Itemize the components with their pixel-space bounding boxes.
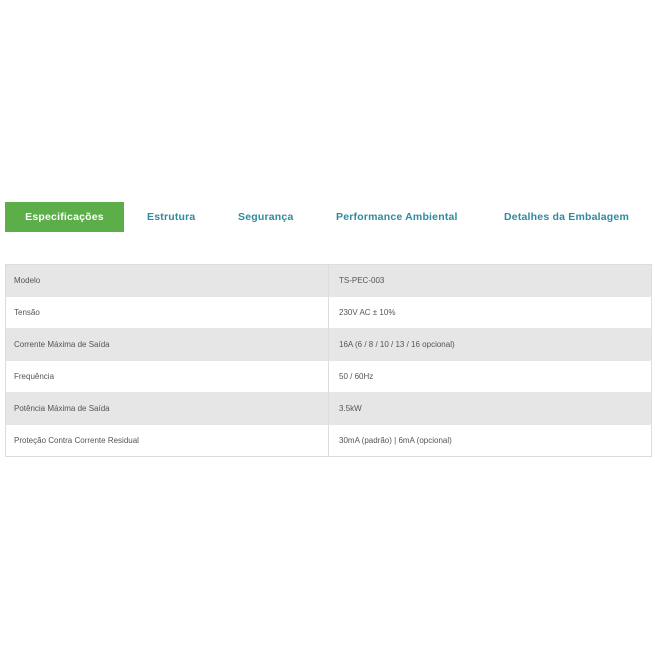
- spec-label-protecao-residual: Proteção Contra Corrente Residual: [6, 425, 329, 457]
- spec-label-tensao: Tensão: [6, 297, 329, 329]
- spec-label-modelo: Modelo: [6, 265, 329, 297]
- tab-performance-ambiental[interactable]: Performance Ambiental: [336, 211, 458, 223]
- spec-tab-bar: [5, 202, 650, 232]
- table-row: [6, 361, 652, 393]
- tab-estrutura[interactable]: Estrutura: [147, 211, 196, 223]
- tab-especificacoes[interactable]: Especificações: [5, 202, 124, 232]
- spec-value-protecao-residual: 30mA (padrão) | 6mA (opcional): [329, 425, 652, 457]
- specifications-table: [5, 264, 652, 457]
- table-row: [6, 329, 652, 361]
- spec-value-modelo: TS-PEC-003: [329, 265, 652, 297]
- table-row: [6, 425, 652, 457]
- spec-label-corrente-maxima: Corrente Máxima de Saída: [6, 329, 329, 361]
- spec-value-potencia-maxima: 3.5kW: [329, 393, 652, 425]
- table-row: [6, 297, 652, 329]
- table-row: [6, 265, 652, 297]
- tab-detalhes-embalagem[interactable]: Detalhes da Embalagem: [504, 211, 629, 223]
- spec-label-potencia-maxima: Potência Máxima de Saída: [6, 393, 329, 425]
- table-row: [6, 393, 652, 425]
- spec-value-frequencia: 50 / 60Hz: [329, 361, 652, 393]
- spec-value-tensao: 230V AC ± 10%: [329, 297, 652, 329]
- spec-label-frequencia: Frequência: [6, 361, 329, 393]
- tab-seguranca[interactable]: Segurança: [238, 211, 294, 223]
- spec-value-corrente-maxima: 16A (6 / 8 / 10 / 13 / 16 opcional): [329, 329, 652, 361]
